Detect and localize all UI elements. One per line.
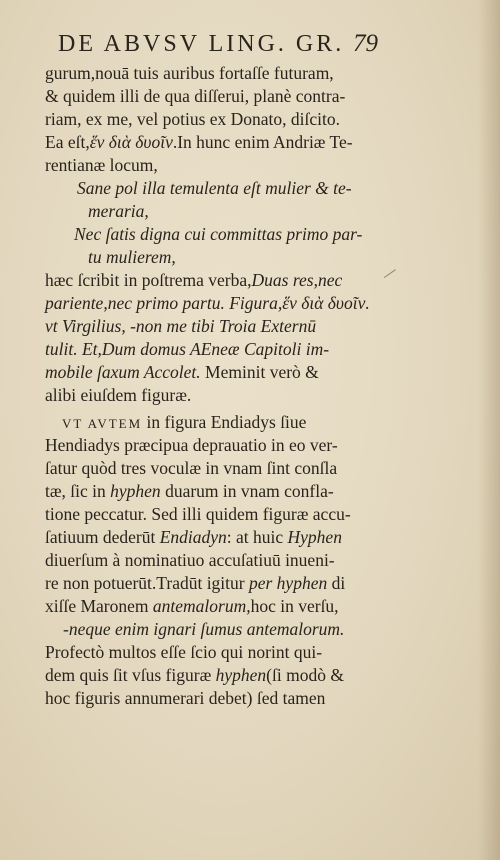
text-span: xiſſe Maronem (45, 596, 153, 616)
text-line (45, 154, 158, 176)
text-span: hyphen (215, 665, 267, 685)
text-span: & quidem illi de qua diſſerui, planè contra- (45, 86, 346, 106)
text-line (45, 361, 319, 383)
text-span: vt Virgilius, -non me tibi Troia Externū (45, 316, 317, 336)
text-line (45, 572, 345, 594)
text-span: meraria, (88, 201, 149, 221)
text-span: Endiadyn (159, 527, 227, 547)
text-line (45, 549, 335, 571)
text-span: tæ, ſic in (45, 481, 111, 501)
quotation-line (74, 223, 362, 245)
greek-phrase: ἕν διὰ δυοῖν. (282, 293, 370, 313)
text-span: hoc in verſu, (250, 596, 339, 616)
text-span: mobile ſaxum Accolet. (45, 362, 201, 382)
text-span: pariente,nec primo partu. Figura, (45, 293, 283, 313)
text-span: Meminit verò & (200, 362, 319, 382)
page-number: 79 (353, 30, 378, 57)
text-line (45, 503, 351, 525)
text-line (45, 457, 337, 479)
text-span: Duas res,nec (251, 270, 343, 290)
text-line (45, 85, 345, 107)
margin-pen-mark (378, 261, 396, 278)
quotation-line (63, 618, 344, 640)
text-span: Ea eſt, (45, 132, 90, 152)
text-line (45, 62, 334, 84)
text-line (45, 315, 316, 337)
text-span: di (327, 573, 346, 593)
text-span: tu mulierem, (88, 247, 176, 267)
text-span: ſatur quòd tres voculæ in vnam ſint conſla (45, 458, 338, 478)
text-span: hyphen (110, 481, 161, 501)
text-span: (ſi modò & (266, 665, 344, 685)
paragraph-opening: VT AVTEM (62, 416, 143, 431)
text-span: rentianæ locum, (45, 155, 158, 175)
text-line (45, 664, 344, 686)
text-span: antemalorum, (152, 596, 251, 616)
text-line (45, 338, 329, 360)
text-span: : at huic (226, 527, 288, 547)
text-span: in figura Endiadys ſiue (142, 412, 307, 432)
text-span: alibi eiuſdem figuræ. (45, 385, 192, 405)
quotation-line (88, 246, 176, 268)
text-span: ſatiuum dederūt (45, 527, 160, 547)
text-span: riam, ex me, vel potius ex Donato, diſcito. (45, 109, 341, 129)
quotation-line (88, 200, 149, 222)
text-span: Hendiadys præcipua deprauatio in eo ver- (45, 435, 338, 455)
text-span: duarum in vnam confla- (160, 481, 334, 501)
text-span: hoc figuris annumerari debet) ſed tamen (45, 688, 326, 708)
text-span: gurum,nouā tuis auribus fortaſſe futuram, (45, 63, 334, 83)
text-span: per hyphen (248, 573, 328, 593)
text-span: Sane pol illa temulenta eſt mulier & te- (77, 178, 352, 198)
text-line (62, 411, 306, 433)
text-span: diuerſum à nominatiuo accuſatiuū inueni- (45, 550, 335, 570)
text-line (45, 269, 342, 291)
running-title: DE ABVSV LING. GR. (58, 31, 345, 57)
text-line (45, 131, 353, 153)
text-line (45, 595, 339, 617)
text-span: tione peccatur. Sed illi quidem figuræ accu- (45, 504, 351, 524)
text-span: Nec ſatis digna cui committas primo par- (74, 224, 363, 244)
text-line (45, 687, 325, 709)
text-span: Profectò multos eſſe ſcio qui norint qui- (45, 642, 323, 662)
text-span: dem quis ſit vſus figuræ (45, 665, 216, 685)
text-line (45, 480, 334, 502)
text-line (45, 292, 370, 314)
text-span: tulit. Et,Dum domus AEneæ Capitoli im- (45, 339, 330, 359)
text-span: .In hunc enim Andriæ Te- (172, 132, 353, 152)
text-line (45, 108, 340, 130)
text-line (45, 434, 338, 456)
text-line (45, 641, 322, 663)
text-span: -neque enim ignari ſumus antemalorum. (63, 619, 345, 639)
text-span: hæc ſcribit in poſtrema verba, (45, 270, 252, 290)
quotation-line (77, 177, 352, 199)
page-edge-shadow (478, 0, 500, 860)
text-span: Hyphen (287, 527, 342, 547)
running-header (58, 30, 378, 58)
text-span: re non potuerūt.Tradūt igitur (45, 573, 249, 593)
greek-phrase: ἕν διὰ δυοῖν (89, 132, 173, 152)
text-line (45, 384, 191, 406)
text-line (45, 526, 342, 548)
